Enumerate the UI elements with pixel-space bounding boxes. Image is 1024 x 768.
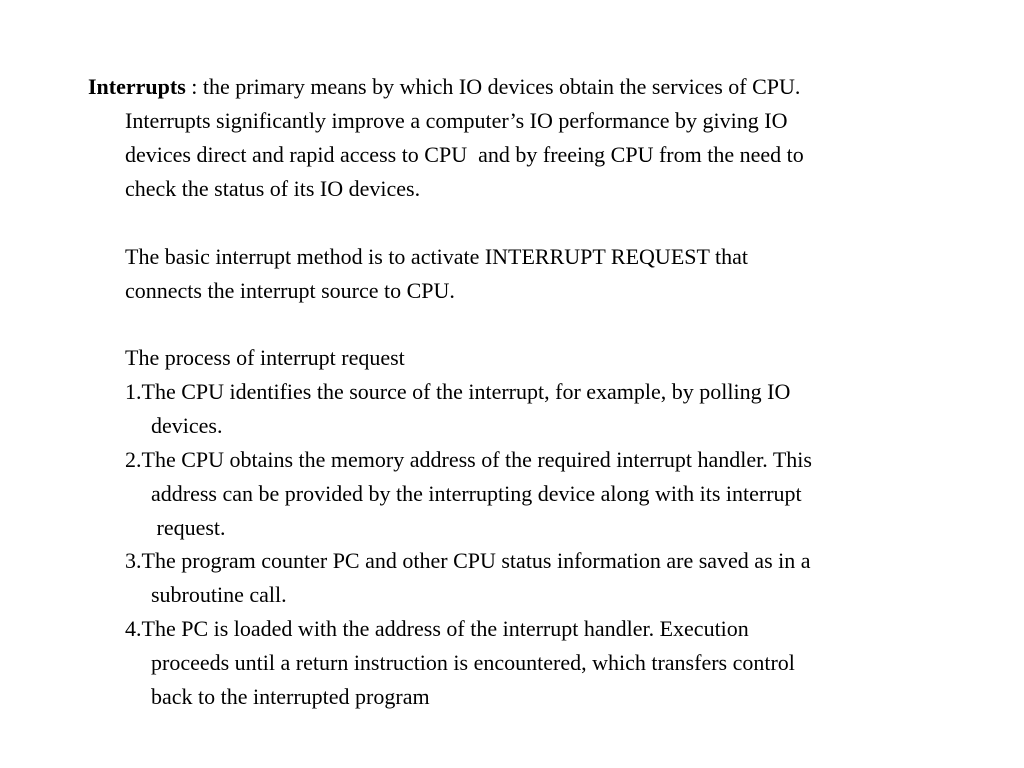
step-2-continuation: request. xyxy=(151,515,226,540)
step-3-line: 3.The program counter PC and other CPU status information are saved as in a xyxy=(125,548,811,573)
process-heading: The process of interrupt request xyxy=(125,345,405,370)
step-2-continuation: address can be provided by the interrupting device along with its interrupt xyxy=(151,481,802,506)
step-4-continuation: proceeds until a return instruction is encountered, which transfers control xyxy=(151,650,795,675)
method-line: The basic interrupt method is to activate INTERRUPT REQUEST that xyxy=(125,244,749,269)
intro-first-line xyxy=(88,74,800,100)
step-2-line: 2.The CPU obtains the memory address of the required interrupt handler. This xyxy=(125,447,812,472)
method-line: connects the interrupt source to CPU. xyxy=(125,278,455,303)
step-1-line: 1.The CPU identifies the source of the interrupt, for example, by polling IO xyxy=(125,379,791,404)
intro-line: devices direct and rapid access to CPU and by freeing CPU from the need to xyxy=(125,142,804,167)
interrupts-term: Interrupts xyxy=(88,74,186,99)
step-1-continuation: devices. xyxy=(151,413,223,438)
interrupts-definition: : the primary means by which IO devices obtain the services of CPU. xyxy=(185,74,801,99)
step-4-continuation: back to the interrupted program xyxy=(151,684,430,709)
step-4-line: 4.The PC is loaded with the address of the interrupt handler. Execution xyxy=(125,616,749,641)
intro-line: Interrupts significantly improve a computer’s IO performance by giving IO xyxy=(125,108,788,133)
intro-line: check the status of its IO devices. xyxy=(125,176,421,201)
step-3-continuation: subroutine call. xyxy=(151,582,287,607)
